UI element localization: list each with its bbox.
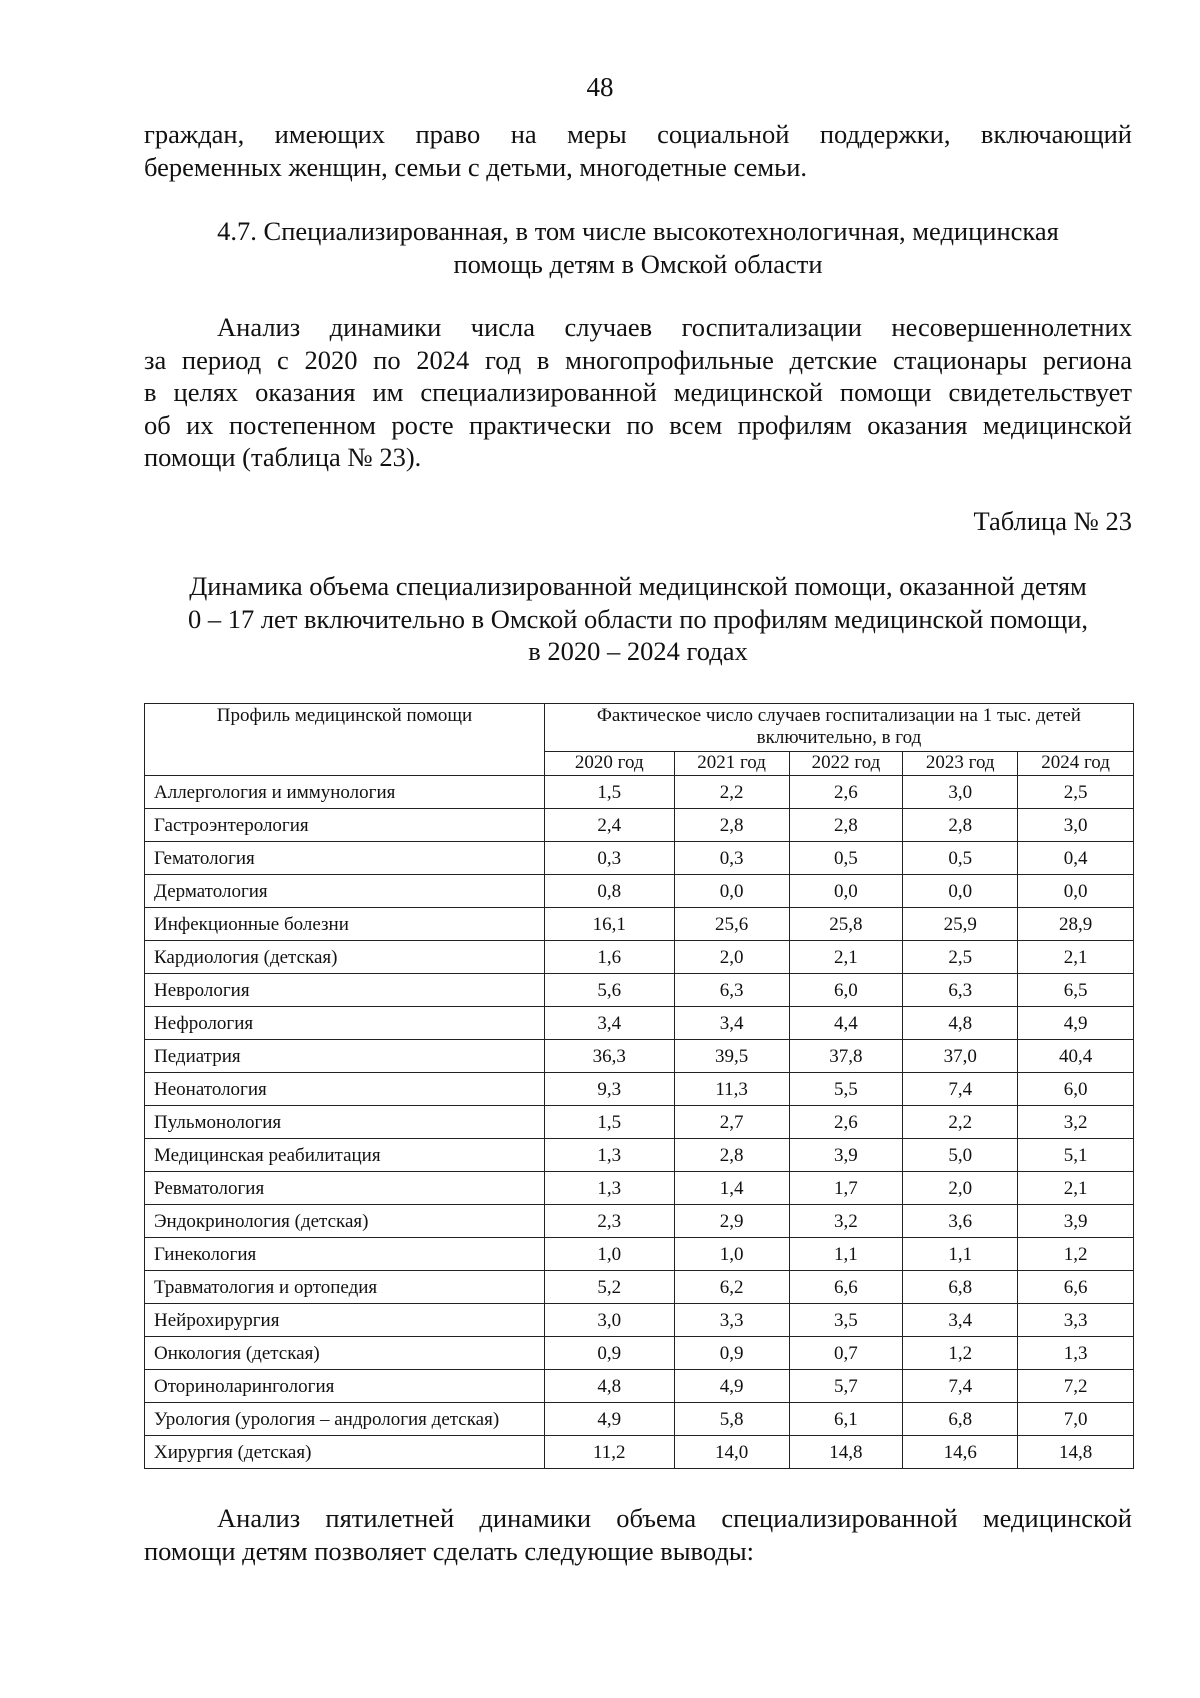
table-body (145, 776, 1134, 1469)
value-cell: 0,9 (544, 1337, 674, 1370)
value-cell: 1,3 (1018, 1337, 1134, 1370)
value-cell: 6,3 (674, 974, 789, 1007)
paragraph-line: за период с 2020 по 2024 год в многопрофильные детские стационары региона (144, 344, 1132, 375)
value-cell: 2,7 (674, 1106, 789, 1139)
section-heading-line: 4.7. Специализированная, в том числе высокотехнологичная, медицинская (217, 216, 1059, 246)
value-cell: 4,9 (1018, 1007, 1134, 1040)
value-cell: 1,0 (544, 1238, 674, 1271)
table-row (145, 1370, 1134, 1403)
value-cell: 7,2 (1018, 1370, 1134, 1403)
paragraph-line: Анализ динамики числа случаев госпитализации несовершеннолетних (217, 312, 1132, 342)
table-row (145, 1304, 1134, 1337)
value-cell: 2,8 (903, 809, 1018, 842)
value-cell: 0,0 (789, 875, 903, 908)
profile-cell: Ревматология (145, 1172, 545, 1205)
value-cell: 11,2 (544, 1436, 674, 1469)
value-cell: 1,7 (789, 1172, 903, 1205)
profile-cell: Гастроэнтерология (145, 809, 545, 842)
value-cell: 40,4 (1018, 1040, 1134, 1073)
value-cell: 6,8 (903, 1271, 1018, 1304)
value-cell: 2,5 (903, 941, 1018, 974)
analysis-paragraph (144, 311, 1132, 474)
value-cell: 6,5 (1018, 974, 1134, 1007)
profile-cell: Педиатрия (145, 1040, 545, 1073)
profile-cell: Нейрохирургия (145, 1304, 545, 1337)
table-title-line: в 2020 – 2024 годах (528, 636, 748, 667)
profile-column-header (145, 704, 545, 776)
profile-cell: Онкология (детская) (145, 1337, 545, 1370)
year-header: 2021 год (674, 752, 789, 776)
value-cell: 1,5 (544, 1106, 674, 1139)
value-cell: 6,6 (789, 1271, 903, 1304)
value-cell: 4,9 (674, 1370, 789, 1403)
value-cell: 6,0 (789, 974, 903, 1007)
table-row (145, 1271, 1134, 1304)
table-row (145, 842, 1134, 875)
table-row (145, 809, 1134, 842)
table-row (145, 1106, 1134, 1139)
table-header (145, 704, 1134, 776)
value-cell: 0,5 (789, 842, 903, 875)
table-row (145, 1007, 1134, 1040)
value-cell: 16,1 (544, 908, 674, 941)
table-row (145, 908, 1134, 941)
value-cell: 0,0 (903, 875, 1018, 908)
value-cell: 0,9 (674, 1337, 789, 1370)
value-cell: 1,2 (903, 1337, 1018, 1370)
profile-cell: Гематология (145, 842, 545, 875)
table-row (145, 875, 1134, 908)
value-cell: 2,8 (674, 1139, 789, 1172)
table-row (145, 1205, 1134, 1238)
year-header: 2024 год (1018, 752, 1134, 776)
group-column-header (544, 704, 1133, 752)
value-cell: 4,9 (544, 1403, 674, 1436)
value-cell: 2,1 (1018, 941, 1134, 974)
table-row (145, 1238, 1134, 1271)
value-cell: 37,0 (903, 1040, 1018, 1073)
profile-cell: Кардиология (детская) (145, 941, 545, 974)
value-cell: 2,4 (544, 809, 674, 842)
value-cell: 25,8 (789, 908, 903, 941)
profile-header-text: Профиль медицинской помощи (216, 705, 473, 726)
table-number: Таблица № 23 (973, 506, 1132, 536)
page-number: 48 (586, 72, 614, 102)
table-row (145, 1172, 1134, 1205)
value-cell: 9,3 (544, 1073, 674, 1106)
value-cell: 1,5 (544, 776, 674, 809)
paragraph-line: беременных женщин, семьи с детьми, многодетные семьи. (144, 151, 808, 182)
hospitalization-table (144, 703, 1134, 1469)
value-cell: 3,9 (1018, 1205, 1134, 1238)
value-cell: 2,0 (674, 941, 789, 974)
table-row (145, 776, 1134, 809)
value-cell: 25,9 (903, 908, 1018, 941)
value-cell: 1,1 (903, 1238, 1018, 1271)
value-cell: 2,6 (789, 776, 903, 809)
value-cell: 14,0 (674, 1436, 789, 1469)
value-cell: 1,3 (544, 1139, 674, 1172)
group-header-line: Фактическое число случаев госпитализации на 1 тыс. детей (596, 705, 1081, 726)
value-cell: 6,0 (1018, 1073, 1134, 1106)
year-header: 2020 год (544, 752, 674, 776)
profile-cell: Инфекционные болезни (145, 908, 545, 941)
value-cell: 1,4 (674, 1172, 789, 1205)
section-heading (144, 215, 1132, 280)
value-cell: 6,1 (789, 1403, 903, 1436)
value-cell: 39,5 (674, 1040, 789, 1073)
value-cell: 25,6 (674, 908, 789, 941)
value-cell: 0,3 (674, 842, 789, 875)
table-row (145, 1436, 1134, 1469)
value-cell: 0,0 (674, 875, 789, 908)
value-cell: 7,4 (903, 1073, 1018, 1106)
year-header: 2022 год (789, 752, 903, 776)
paragraph-line: помощи детям позволяет сделать следующие выводы: (144, 1535, 755, 1566)
value-cell: 2,5 (1018, 776, 1134, 809)
profile-cell: Медицинская реабилитация (145, 1139, 545, 1172)
value-cell: 6,6 (1018, 1271, 1134, 1304)
profile-cell: Неонатология (145, 1073, 545, 1106)
value-cell: 2,1 (1018, 1172, 1134, 1205)
paragraph-line: об их постепенном росте практически по всем профилям оказания медицинской (144, 409, 1132, 440)
value-cell: 5,6 (544, 974, 674, 1007)
table-row (145, 1040, 1134, 1073)
table-title-line: 0 – 17 лет включительно в Омской области по профилям медицинской помощи, (187, 603, 1089, 634)
profile-cell: Эндокринология (детская) (145, 1205, 545, 1238)
value-cell: 2,6 (789, 1106, 903, 1139)
value-cell: 14,6 (903, 1436, 1018, 1469)
value-cell: 3,3 (674, 1304, 789, 1337)
value-cell: 4,8 (544, 1370, 674, 1403)
value-cell: 3,3 (1018, 1304, 1134, 1337)
value-cell: 36,3 (544, 1040, 674, 1073)
conclusion-paragraph (144, 1502, 1132, 1567)
value-cell: 0,3 (544, 842, 674, 875)
value-cell: 11,3 (674, 1073, 789, 1106)
value-cell: 5,1 (1018, 1139, 1134, 1172)
value-cell: 0,5 (903, 842, 1018, 875)
value-cell: 1,2 (1018, 1238, 1134, 1271)
value-cell: 6,8 (903, 1403, 1018, 1436)
value-cell: 2,1 (789, 941, 903, 974)
value-cell: 5,8 (674, 1403, 789, 1436)
table-row (145, 1337, 1134, 1370)
profile-cell: Пульмонология (145, 1106, 545, 1139)
paragraph-line: в целях оказания им специализированной медицинской помощи свидетельствует (144, 377, 1132, 408)
value-cell: 14,8 (1018, 1436, 1134, 1469)
value-cell: 7,4 (903, 1370, 1018, 1403)
value-cell: 5,0 (903, 1139, 1018, 1172)
value-cell: 1,0 (674, 1238, 789, 1271)
value-cell: 3,4 (544, 1007, 674, 1040)
profile-cell: Гинекология (145, 1238, 545, 1271)
value-cell: 5,5 (789, 1073, 903, 1106)
value-cell: 2,2 (674, 776, 789, 809)
value-cell: 1,6 (544, 941, 674, 974)
value-cell: 3,0 (903, 776, 1018, 809)
value-cell: 3,2 (789, 1205, 903, 1238)
value-cell: 5,2 (544, 1271, 674, 1304)
paragraph-line: помощи (таблица № 23). (144, 442, 422, 473)
intro-paragraph (144, 118, 1132, 183)
table-row (145, 1403, 1134, 1436)
value-cell: 2,8 (674, 809, 789, 842)
paragraph-line: Анализ пятилетней динамики объема специализированной медицинской (217, 1503, 1132, 1533)
value-cell: 0,8 (544, 875, 674, 908)
value-cell: 4,8 (903, 1007, 1018, 1040)
value-cell: 3,5 (789, 1304, 903, 1337)
table-row (145, 1139, 1134, 1172)
profile-cell: Неврология (145, 974, 545, 1007)
value-cell: 3,4 (674, 1007, 789, 1040)
profile-cell: Урология (урология – андрология детская) (145, 1403, 545, 1436)
table-row (145, 974, 1134, 1007)
value-cell: 4,4 (789, 1007, 903, 1040)
profile-cell: Травматология и ортопедия (145, 1271, 545, 1304)
profile-cell: Оториноларингология (145, 1370, 545, 1403)
value-cell: 3,6 (903, 1205, 1018, 1238)
profile-cell: Хирургия (детская) (145, 1436, 545, 1469)
table-title (144, 570, 1132, 668)
profile-cell: Дерматология (145, 875, 545, 908)
value-cell: 0,7 (789, 1337, 903, 1370)
value-cell: 0,4 (1018, 842, 1134, 875)
value-cell: 37,8 (789, 1040, 903, 1073)
value-cell: 6,3 (903, 974, 1018, 1007)
value-cell: 3,4 (903, 1304, 1018, 1337)
value-cell: 2,8 (789, 809, 903, 842)
value-cell: 3,2 (1018, 1106, 1134, 1139)
value-cell: 0,0 (1018, 875, 1134, 908)
value-cell: 2,2 (903, 1106, 1018, 1139)
value-cell: 7,0 (1018, 1403, 1134, 1436)
value-cell: 2,3 (544, 1205, 674, 1238)
value-cell: 1,3 (544, 1172, 674, 1205)
value-cell: 5,7 (789, 1370, 903, 1403)
value-cell: 28,9 (1018, 908, 1134, 941)
value-cell: 3,0 (1018, 809, 1134, 842)
value-cell: 14,8 (789, 1436, 903, 1469)
value-cell: 1,1 (789, 1238, 903, 1271)
table-row (145, 1073, 1134, 1106)
value-cell: 6,2 (674, 1271, 789, 1304)
year-header: 2023 год (903, 752, 1018, 776)
profile-cell: Аллергология и иммунология (145, 776, 545, 809)
table-row (145, 941, 1134, 974)
value-cell: 3,9 (789, 1139, 903, 1172)
value-cell: 2,9 (674, 1205, 789, 1238)
value-cell: 3,0 (544, 1304, 674, 1337)
group-header-line: включительно, в год (756, 727, 922, 748)
table-title-line: Динамика объема специализированной медицинской помощи, оказанной детям (189, 571, 1087, 601)
section-heading-line: помощь детям в Омской области (453, 248, 823, 279)
value-cell: 2,0 (903, 1172, 1018, 1205)
profile-cell: Нефрология (145, 1007, 545, 1040)
paragraph-line: граждан, имеющих право на меры социальной поддержки, включающий (144, 119, 1132, 149)
